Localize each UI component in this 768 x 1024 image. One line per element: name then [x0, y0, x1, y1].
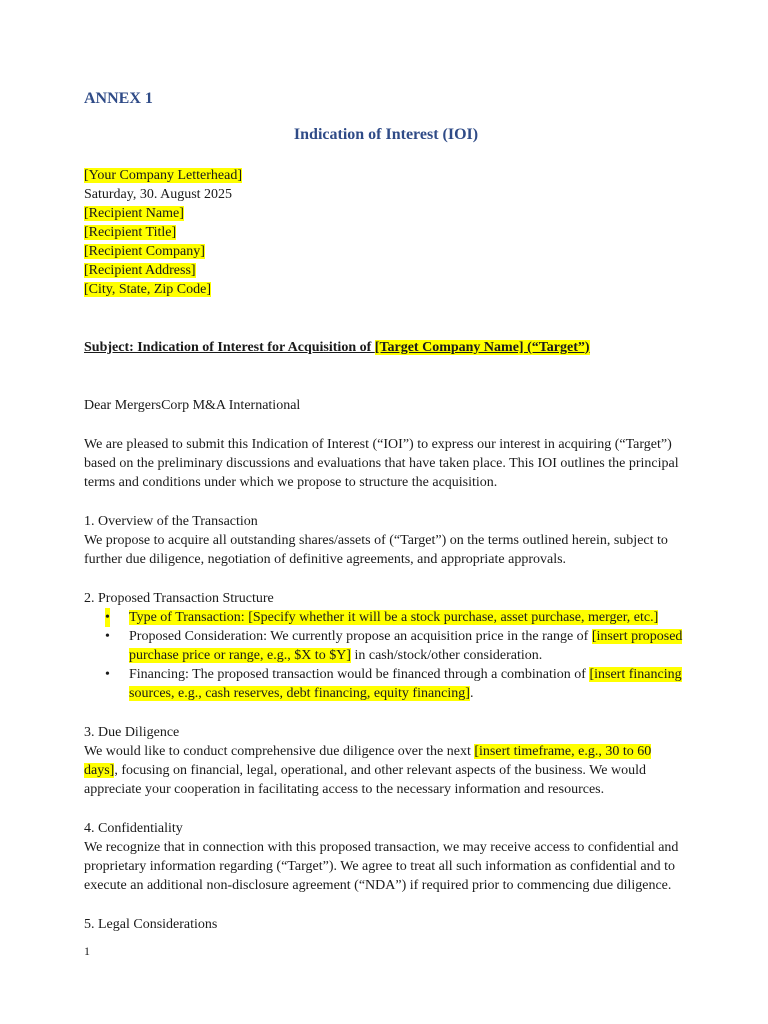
bullet-icon: • [105, 667, 110, 682]
section-body-start: We would like to conduct comprehensive due diligence over the next [84, 744, 475, 759]
section-body: We recognize that in connection with this proposed transaction, we may receive access to confidential and proprietary information regarding (“Target”). We agree to treat all such information as confidential and to execute an additional non-disclosure agreement (“NDA”) if required prior to commencing due diligence. [84, 840, 679, 893]
section-body-end: , focusing on financial, legal, operational, and other relevant aspects of the business. We would appreciate your cooperation in facilitating access to the necessary information and resources. [84, 763, 646, 797]
intro-paragraph: We are pleased to submit this Indication of Interest (“IOI”) to express our interest in acquiring (“Target”) based on the preliminary discussions and evaluations that have taken place. This IOI outlines the principal terms and conditions under which we propose to structure the acquisition. [84, 437, 679, 490]
section-structure [84, 589, 688, 703]
list-item [84, 627, 688, 665]
letterhead-company: [Your Company Letterhead] [84, 168, 242, 183]
section-confidentiality [84, 819, 688, 895]
letter-date: Saturday, 30. August 2025 [84, 187, 233, 202]
salutation: Dear MergersCorp M&A International [84, 398, 301, 413]
bullet-icon: • [105, 610, 110, 625]
section-heading: 3. Due Diligence [84, 725, 180, 740]
section-body: We propose to acquire all outstanding shares/assets of (“Target”) on the terms outlined herein, subject to further due diligence, negotiation of definitive agreements, and appropriate approvals. [84, 533, 668, 567]
bullet-text: Financing: The proposed transaction would be financed through a combination of [129, 667, 590, 682]
recipient-name: [Recipient Name] [84, 206, 184, 221]
section-heading: 4. Confidentiality [84, 821, 183, 836]
recipient-address: [Recipient Address] [84, 263, 196, 278]
page-number: 1 [84, 944, 90, 958]
list-item [84, 665, 688, 703]
section-body [84, 742, 688, 799]
bullet-label: Type of Transaction: [129, 610, 249, 625]
section-legal [84, 915, 688, 934]
structure-bullet-list [84, 608, 688, 703]
letterhead-block [84, 166, 688, 299]
annex-label: ANNEX 1 [84, 90, 153, 107]
section-overview [84, 512, 688, 569]
section-heading: 2. Proposed Transaction Structure [84, 591, 274, 606]
section-heading: 1. Overview of the Transaction [84, 514, 258, 529]
document-body [84, 88, 688, 934]
bullet-icon: • [105, 629, 110, 644]
bullet-tail: . [469, 686, 474, 701]
bullet-placeholder: [insert proposed purchase price or range, e.g., $X to $Y] [129, 629, 683, 663]
bullet-tail: in cash/stock/other consideration. [350, 648, 543, 663]
section-due-diligence [84, 723, 688, 799]
recipient-city-state-zip: [City, State, Zip Code] [84, 282, 212, 297]
bullet-text: Proposed Consideration: We currently propose an acquisition price in the range of [129, 629, 592, 644]
recipient-title: [Recipient Title] [84, 225, 177, 240]
document-title: Indication of Interest (IOI) [293, 126, 479, 143]
subject-target-name: [Target Company Name] (“Target”) [374, 340, 590, 355]
timeframe-placeholder: [insert timeframe, e.g., 30 to 60 days] [84, 744, 652, 778]
list-item [84, 608, 688, 627]
section-heading: 5. Legal Considerations [84, 917, 218, 932]
subject-line [84, 338, 688, 357]
bullet-placeholder: [insert financing sources, e.g., cash reserves, debt financing, equity financing] [129, 667, 682, 701]
recipient-company: [Recipient Company] [84, 244, 205, 259]
bullet-placeholder: [Specify whether it will be a stock purchase, asset purchase, merger, etc.] [248, 610, 659, 625]
subject-prefix: Subject: Indication of Interest for Acquisition of [84, 340, 375, 355]
